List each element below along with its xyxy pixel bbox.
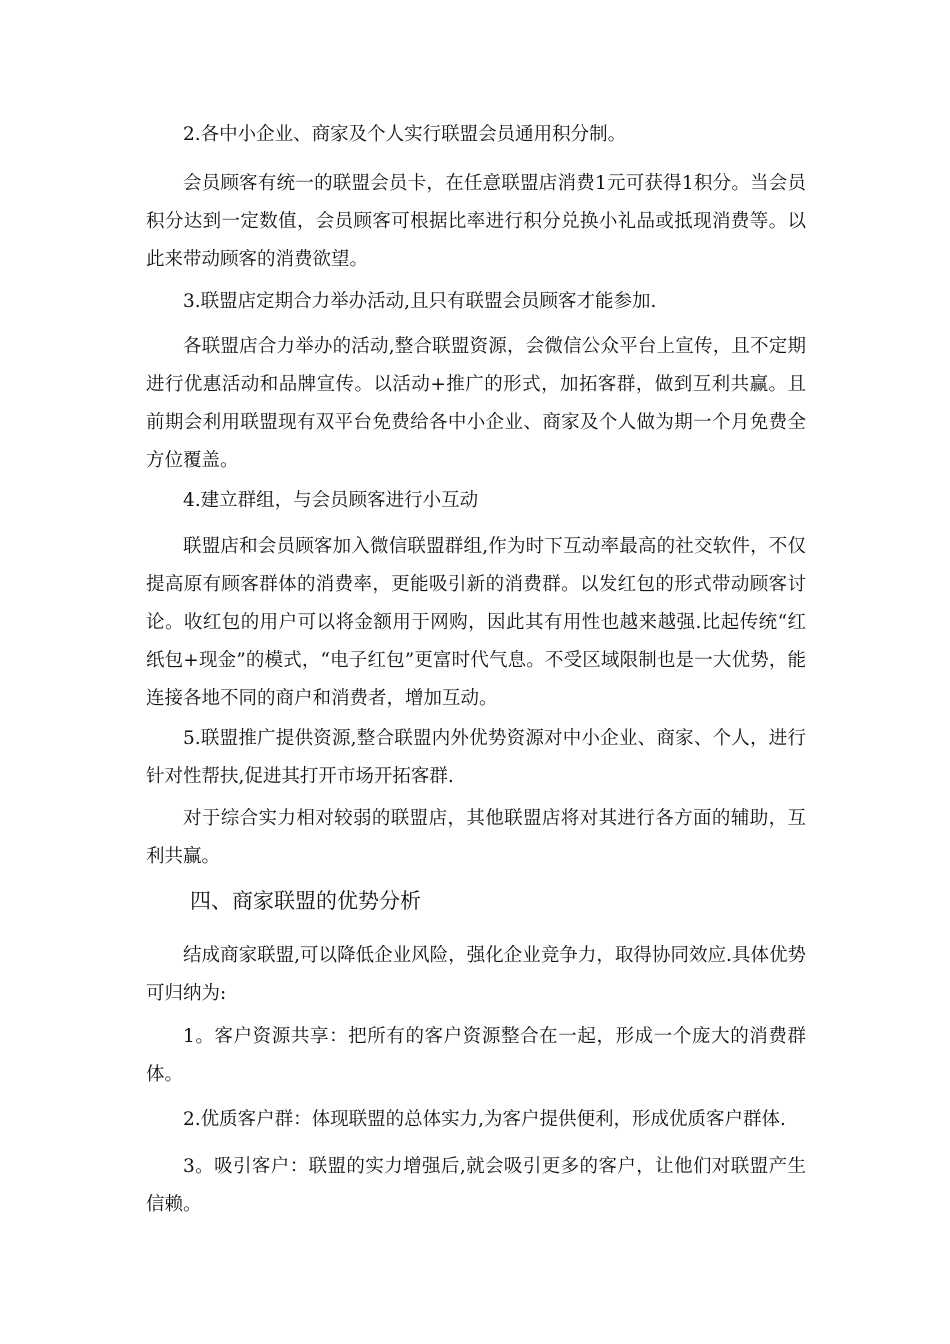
paragraph-item-2-title: 2.各中小企业、商家及个人实行联盟会员通用积分制。 [183,124,627,145]
paragraph-item-5-title: 5.联盟推广提供资源,整合联盟内外优势资源对中小企业、商家、个人，进行针对性帮扶,促进其打开市场开拓客群. [146,728,806,787]
paragraph-advantage-2: 2.优质客户群：体现联盟的总体实力,为客户提供便利，形成优质客户群体. [183,1109,786,1130]
paragraph-joint-activities: 各联盟店合力举办的活动,整合联盟资源，会微信公众平台上宣传，且不定期进行优惠活动和品牌宣传。以活动+推广的形式，加拓客群，做到互利共赢。且前期会利用联盟现有双平台免费给各中小企业、商家及个人做为期一个月免费全方位覆盖。 [146,336,806,471]
paragraph-membership-card: 会员顾客有统一的联盟会员卡，在任意联盟店消费1元可获得1积分。当会员积分达到一定数值，会员顾客可根据比率进行积分兑换小礼品或抵现消费等。以此来带动顾客的消费欲望。 [146,173,806,270]
paragraph-item-3-title: 3.联盟店定期合力举办活动,且只有联盟会员顾客才能参加. [183,291,657,312]
paragraph-advantages-intro: 结成商家联盟,可以降低企业风险，强化企业竞争力，取得协同效应.具体优势可归纳为: [146,945,806,1004]
paragraph-mutual-support: 对于综合实力相对较弱的联盟店，其他联盟店将对其进行各方面的辅助，互利共赢。 [146,808,806,867]
paragraph-advantage-3: 3。吸引客户：联盟的实力增强后,就会吸引更多的客户，让他们对联盟产生信赖。 [146,1156,806,1215]
paragraph-wechat-groups: 联盟店和会员顾客加入微信联盟群组,作为时下互动率最高的社交软件，不仅提高原有顾客群体的消费率，更能吸引新的消费群。以发红包的形式带动顾客讨论。收红包的用户可以将金额用于网购，因此其有用性也越来越强.比起传统“红纸包+现金”的模式，“电子红包”更富时代气息。不受区域限制也是一大优势，能连接各地不同的商户和消费者，增加互动。 [146,536,806,709]
section-heading: 四、商家联盟的优势分析 [190,889,421,913]
paragraph-advantage-1: 1。客户资源共享：把所有的客户资源整合在一起，形成一个庞大的消费群体。 [146,1026,806,1085]
paragraph-item-4-title: 4.建立群组，与会员顾客进行小互动 [183,490,479,511]
